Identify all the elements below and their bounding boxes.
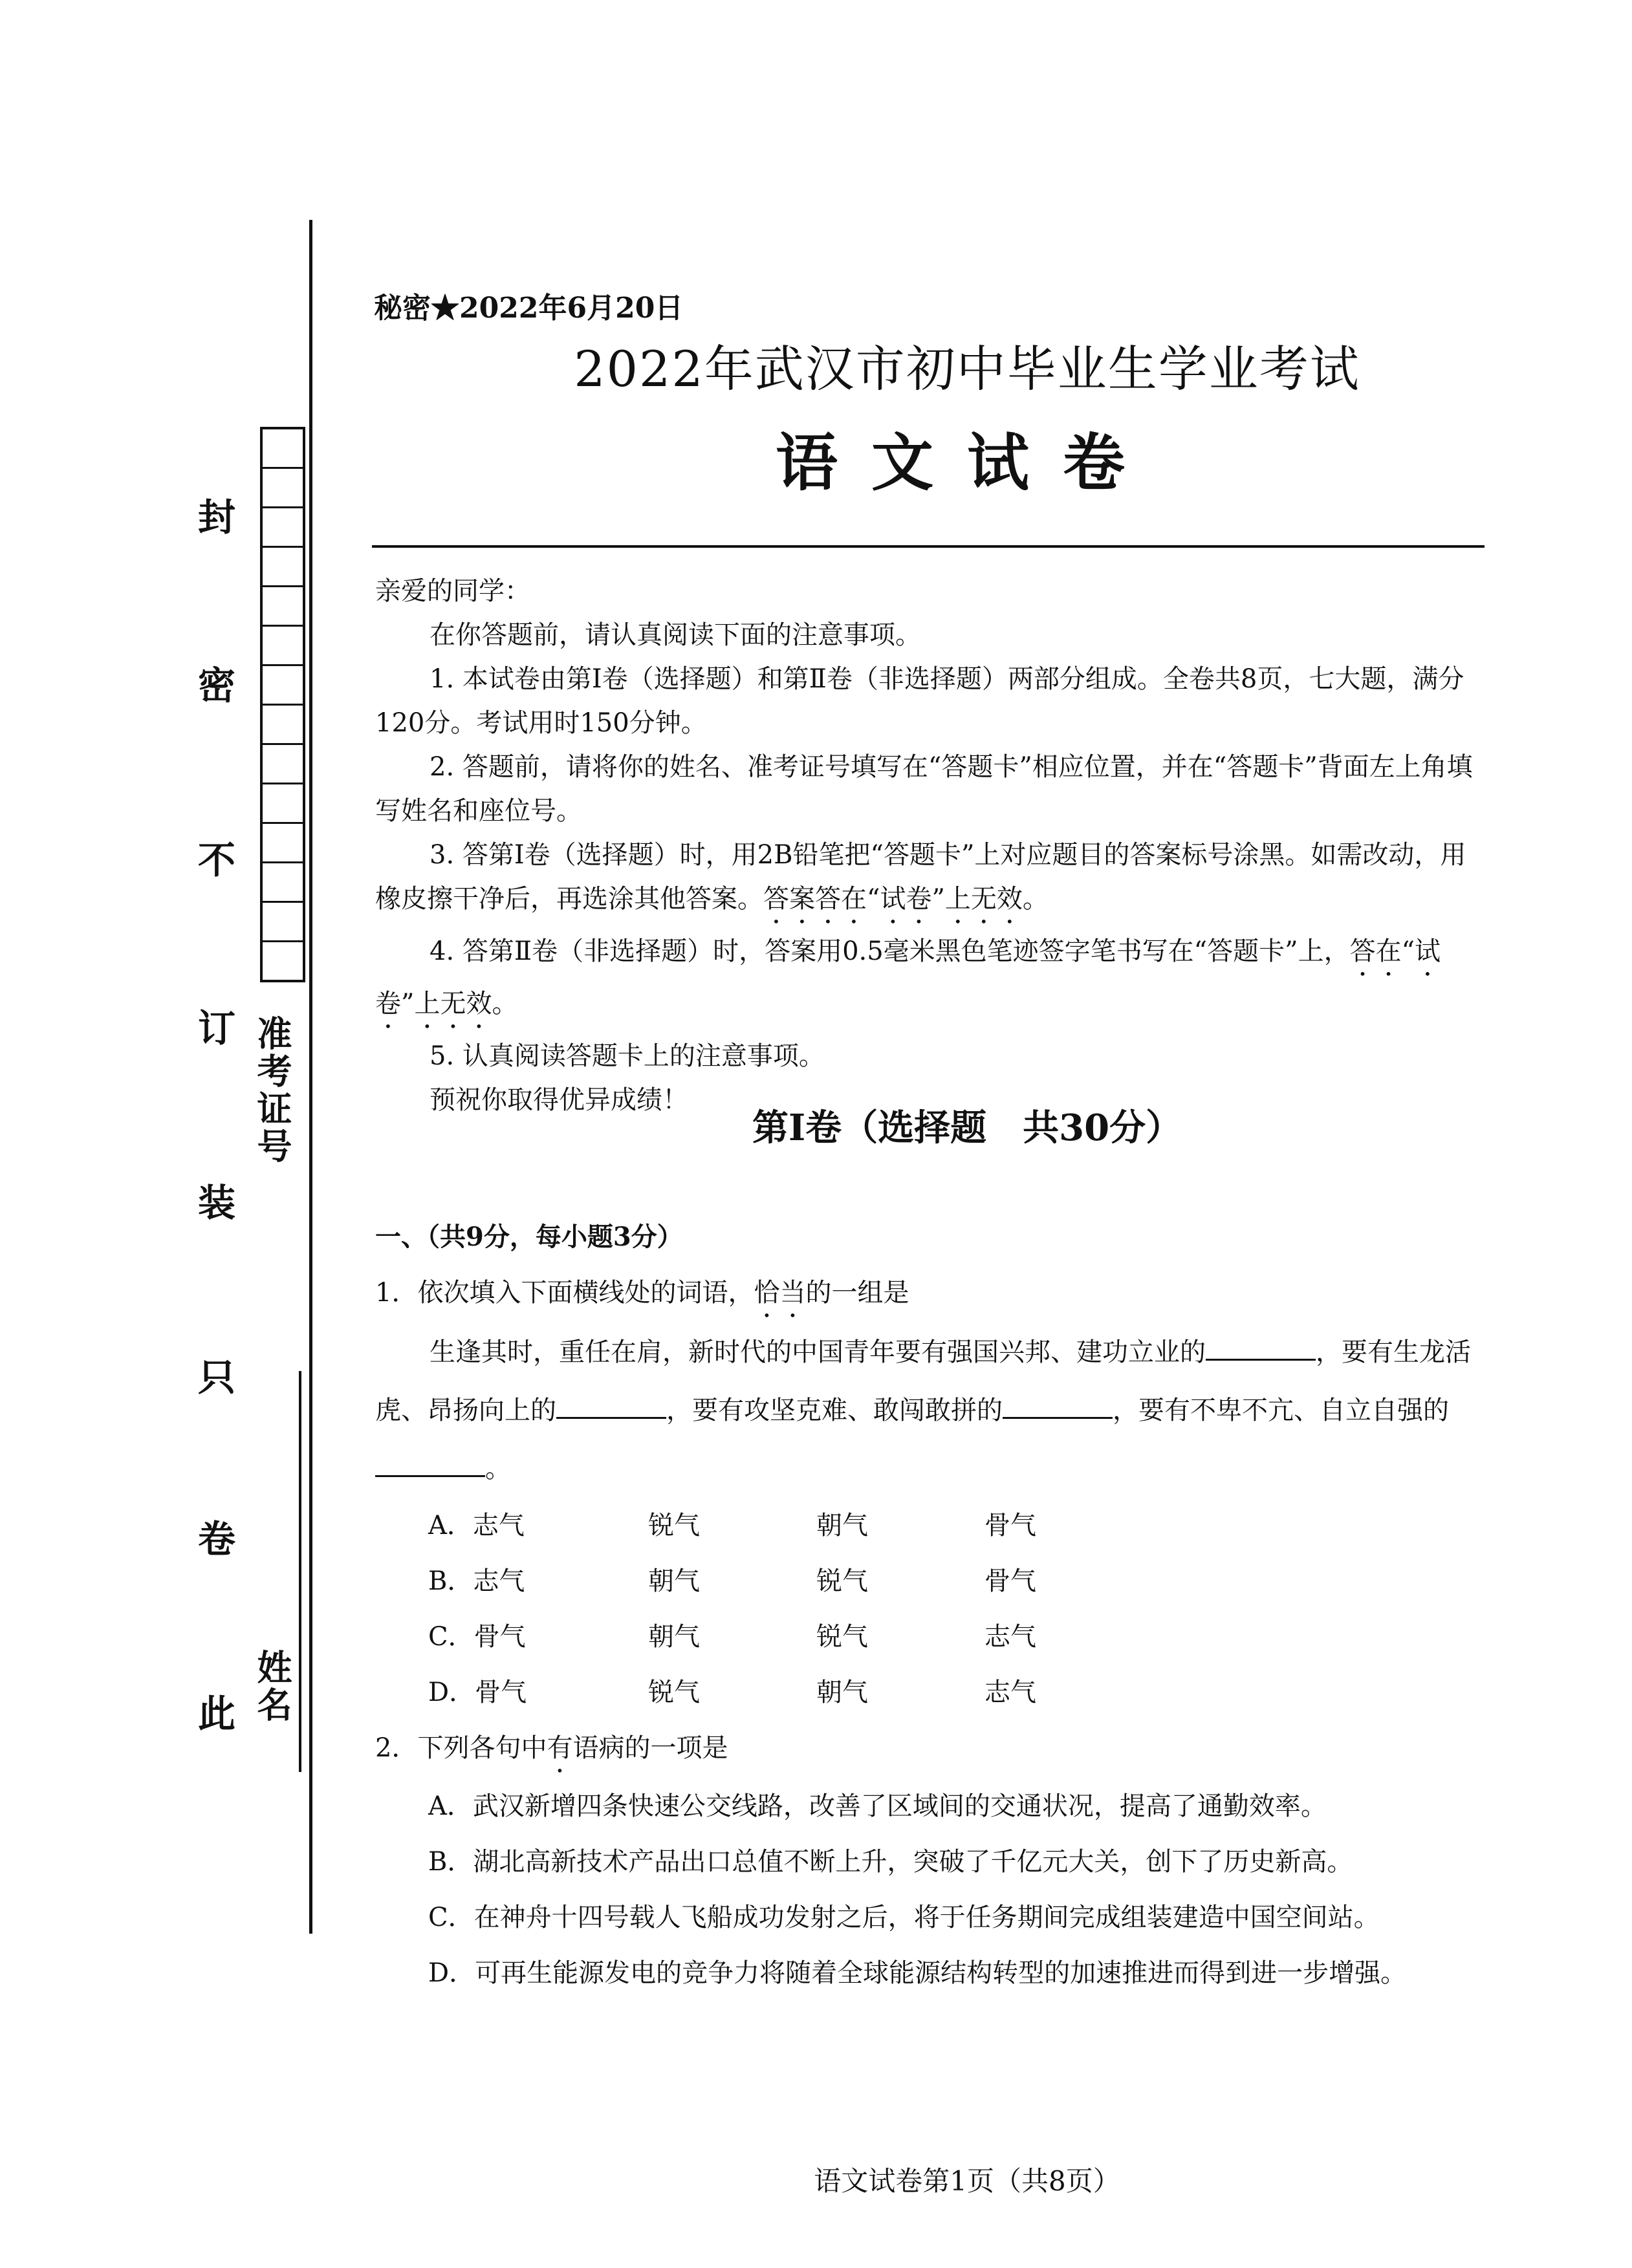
q1-option-b-word-1: B．志气 (428, 1566, 525, 1596)
exam-id-box[interactable] (263, 627, 303, 666)
seal-char-bu: 不 (197, 838, 235, 882)
q1-option-d-word-1: D．骨气 (428, 1678, 527, 1707)
notice-wish: 预祝你取得优异成绩！ (430, 1085, 688, 1115)
exam-id-box[interactable] (263, 863, 303, 903)
exam-id-box[interactable] (263, 587, 303, 627)
notice-intro: 在你答题前，请认真阅读下面的注意事项。 (430, 620, 921, 650)
seal-char-ci: 此 (197, 1692, 235, 1736)
notice-block (375, 569, 1488, 1122)
q1-blank-3[interactable] (1003, 1391, 1113, 1419)
q1-blank-1[interactable] (1206, 1333, 1316, 1361)
exam-id-box[interactable] (263, 784, 303, 824)
q1-passage-d: ，要有不卑不亢、自立自强的 (1113, 1396, 1449, 1425)
q1-stem-emphasis: 恰当 (754, 1278, 806, 1308)
q1-option-a-word-3: 朝气 (816, 1511, 868, 1540)
name-write-line[interactable] (299, 1371, 301, 1772)
exam-id-box[interactable] (263, 706, 303, 745)
q2-stem (375, 1720, 1488, 1778)
q1-option-c-word-3: 锐气 (816, 1622, 868, 1652)
seal-char-zhi: 只 (197, 1355, 235, 1399)
q1-blank-4[interactable] (375, 1449, 485, 1477)
q1-option-b-word-2: 朝气 (648, 1566, 700, 1596)
exam-id-box[interactable] (263, 824, 303, 863)
q2-option-c[interactable]: C．在神舟十四号载人飞船成功发射之后，将于任务期间完成组装建造中国空间站。 (428, 1903, 1380, 1932)
exam-id-boxes[interactable] (260, 427, 305, 982)
q1-option-b-word-4: 骨气 (985, 1566, 1036, 1596)
q1-option-b[interactable] (375, 1553, 1488, 1609)
notice-item-3 (375, 833, 1488, 929)
q1-option-d[interactable] (375, 1665, 1488, 1720)
section-title: 第Ⅰ卷（选择题 共30分） (752, 1107, 1182, 1149)
exam-id-box[interactable] (263, 942, 303, 980)
confidential-date: 秘密★2022年6月20日 (374, 292, 684, 325)
notice-item-3-emphasis: 答案答在“试卷”上无效 (763, 884, 1023, 914)
q2-option-b[interactable]: B．湖北高新技术产品出口总值不断上升，突破了千亿元大关，创下了历史新高。 (428, 1847, 1353, 1877)
seal-char-mi: 密 (197, 664, 235, 707)
exam-id-box[interactable] (263, 548, 303, 587)
notice-item-2: 2. 答题前，请将你的姓名、准考证号填写在“答题卡”相应位置，并在“答题卡”背面左上角填写姓名和座位号。 (375, 752, 1473, 826)
q1-stem-a: 1．依次填入下面横线处的词语， (375, 1278, 754, 1308)
notice-greeting: 亲爱的同学： (375, 576, 530, 606)
q1-option-d-word-3: 朝气 (816, 1678, 868, 1707)
notice-item-4 (375, 929, 1488, 1034)
paper-subtitle: 语文试卷 (776, 426, 1159, 499)
q2-stem-c: 语病的一项是 (572, 1733, 728, 1763)
q2-stem-a: 2．下列各句中 (375, 1733, 547, 1763)
name-label: 姓名 (252, 1649, 293, 1724)
notice-item-1: 1. 本试卷由第Ⅰ卷（选择题）和第Ⅱ卷（非选择题）两部分组成。全卷共8页，七大题，满分120分。考试用时150分钟。 (375, 664, 1464, 738)
exam-id-box[interactable] (263, 429, 303, 469)
q1-stem (375, 1265, 1488, 1323)
q1-option-c-word-4: 志气 (985, 1622, 1036, 1652)
notice-item-3-end: 。 (1022, 884, 1049, 914)
q1-option-a-word-1: A．志气 (428, 1511, 525, 1540)
notice-item-4-emphasis: 答在“试卷”上无效 (375, 936, 1441, 1019)
part-1-heading: 一、（共9分，每小题3分） (375, 1222, 683, 1252)
header-rule (372, 545, 1485, 548)
notice-item-5: 5. 认真阅读答题卡上的注意事项。 (430, 1041, 825, 1071)
seal-char-ding: 订 (197, 1006, 235, 1050)
q1-option-c-word-1: C．骨气 (428, 1622, 526, 1652)
q1-option-a[interactable] (375, 1498, 1488, 1553)
questions-block (375, 1209, 1488, 2001)
exam-id-box[interactable] (263, 508, 303, 548)
page-footer: 语文试卷第1页（共8页） (814, 2165, 1120, 2197)
q2-stem-emphasis: 有 (547, 1733, 573, 1763)
binding-line (309, 220, 312, 1934)
exam-id-box[interactable] (263, 745, 303, 784)
q1-option-a-word-4: 骨气 (985, 1511, 1036, 1540)
q1-passage-c: ，要有攻坚克难、敢闯敢拼的 (666, 1396, 1003, 1425)
notice-item-4-end: 。 (492, 989, 518, 1019)
notice-item-3-text: 3. 答第Ⅰ卷（选择题）时，用2B铅笔把“答题卡”上对应题目的答案标号涂黑。如需改动，用橡皮擦干净后，再选涂其他答案。 (375, 840, 1466, 914)
exam-id-label: 准考证号 (252, 1015, 293, 1165)
q1-passage-a: 生逢其时，重任在肩，新时代的中国青年要有强国兴邦、建功立业的 (430, 1337, 1206, 1367)
q1-passage-e: 。 (485, 1454, 511, 1484)
exam-id-box[interactable] (263, 469, 303, 508)
q1-option-a-word-2: 锐气 (648, 1511, 700, 1540)
q1-passage-b: ，要有生龙活虎、昂扬向上的 (375, 1337, 1471, 1425)
q2-option-a[interactable]: A．武汉新增四条快速公交线路，改善了区域间的交通状况，提高了通勤效率。 (428, 1791, 1327, 1821)
q1-option-c[interactable] (375, 1609, 1488, 1665)
q1-option-d-word-2: 锐气 (648, 1678, 700, 1707)
q1-blank-2[interactable] (556, 1391, 666, 1419)
q1-passage (375, 1323, 1488, 1498)
notice-item-4-text: 4. 答第Ⅱ卷（非选择题）时，答案用0.5毫米黑色笔迹签字笔书写在“答题卡”上， (430, 936, 1350, 966)
q2-option-d[interactable]: D．可再生能源发电的竞争力将随着全球能源结构转型的加速推进而得到进一步增强。 (428, 1958, 1407, 1988)
exam-id-box[interactable] (263, 666, 303, 706)
seal-char-feng: 封 (197, 495, 235, 539)
q1-option-c-word-2: 朝气 (648, 1622, 700, 1652)
seal-char-juan: 卷 (197, 1517, 235, 1561)
exam-id-box[interactable] (263, 903, 303, 942)
q1-option-b-word-3: 锐气 (816, 1566, 868, 1596)
seal-char-zhuang: 装 (197, 1181, 235, 1225)
q1-option-d-word-4: 志气 (985, 1678, 1036, 1707)
exam-title: 2022年武汉市初中毕业生学业考试 (574, 340, 1360, 398)
q1-stem-c: 的一组是 (805, 1278, 909, 1308)
